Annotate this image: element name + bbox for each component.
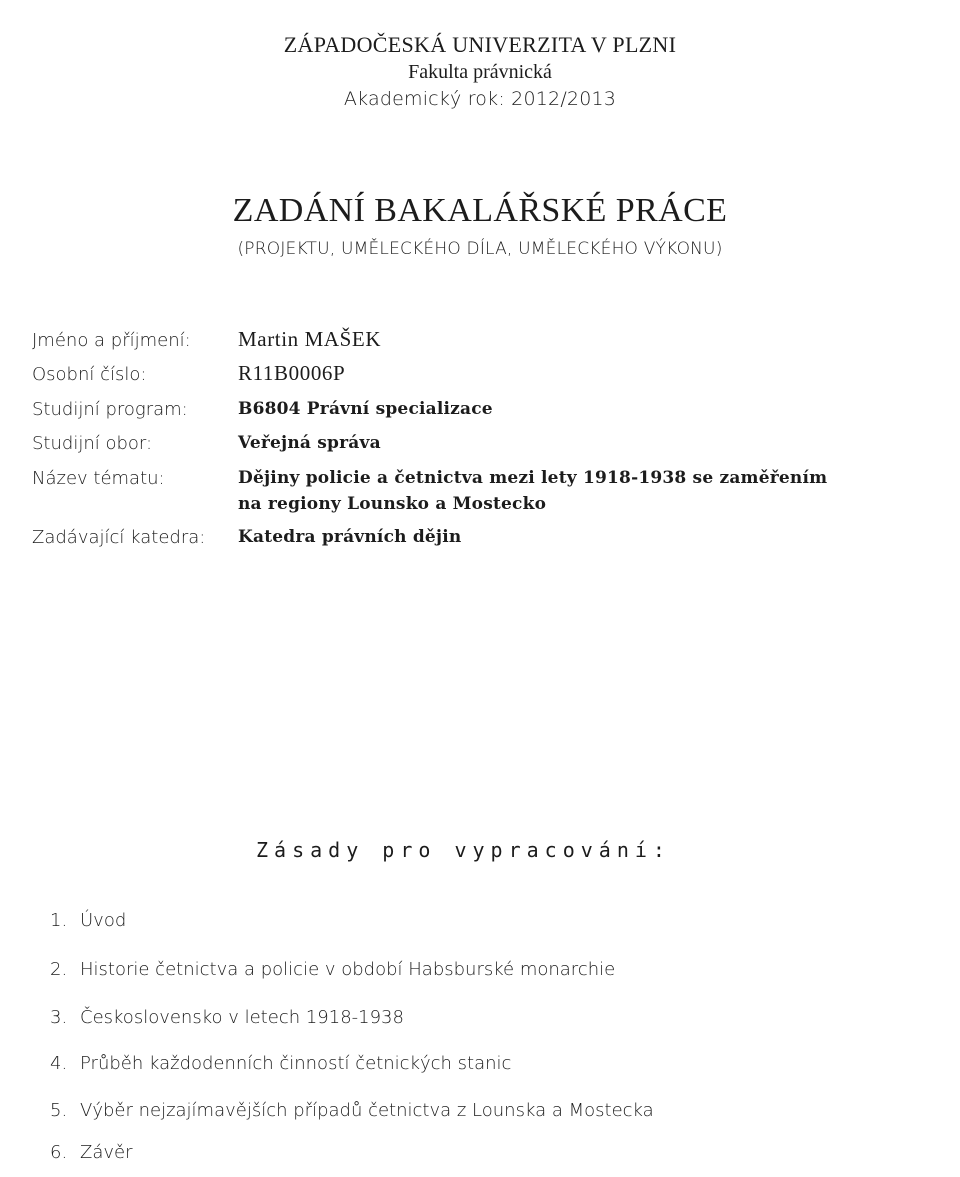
university-name: ZÁPADOČESKÁ UNIVERZITA V PLZNI: [283, 32, 677, 57]
personal-number-value: R11B0006P: [238, 361, 346, 385]
list-item-number: 6.: [50, 1142, 68, 1163]
topic-label: Název tématu:: [32, 468, 165, 489]
topic-value-line2: na regiony Lounsko a Mostecko: [238, 494, 547, 514]
personal-number-label: Osobní číslo:: [32, 364, 147, 385]
list-item-text: Průběh každodenních činností četnických stanic: [80, 1053, 512, 1074]
document-title: ZADÁNÍ BAKALÁŘSKÉ PRÁCE: [232, 192, 728, 229]
list-item-text: Výběr nejzajímavějších případů četnictva z Lounska a Mostecka: [80, 1100, 654, 1121]
list-item: [50, 910, 126, 931]
list-item: [50, 1007, 404, 1028]
program-value: B6804 Právní specializace: [238, 399, 493, 419]
list-item-text: Úvod: [80, 910, 127, 931]
field-of-study-label: Studijní obor:: [32, 433, 153, 454]
document-subtitle: (PROJEKTU, UMĚLECKÉHO DÍLA, UMĚLECKÉHO VÝKONU): [237, 239, 723, 259]
department-value: Katedra právních dějin: [238, 527, 462, 547]
list-item-number: 2.: [50, 959, 68, 980]
topic-value-line1: Dějiny policie a četnictva mezi lety 1918-1938 se zaměřením: [238, 468, 828, 488]
faculty-name: Fakulta právnická: [408, 61, 552, 83]
list-item-number: 3.: [50, 1007, 68, 1028]
list-item-number: 5.: [50, 1100, 68, 1121]
name-label: Jméno a příjmení:: [32, 330, 191, 351]
field-of-study-value: Veřejná správa: [238, 433, 381, 453]
list-item-text: Historie četnictva a policie v období Habsburské monarchie: [80, 959, 616, 980]
name-value: Martin MAŠEK: [238, 327, 382, 351]
academic-year: Akademický rok: 2012/2013: [343, 88, 617, 110]
list-item-number: 1.: [50, 910, 68, 931]
list-item-number: 4.: [50, 1053, 68, 1074]
list-item: [50, 959, 615, 980]
list-item-text: Závěr: [80, 1142, 133, 1163]
list-item-text: Československo v letech 1918-1938: [80, 1007, 404, 1028]
principles-title: Zásady pro vypracování:: [256, 838, 671, 862]
list-item: [50, 1053, 511, 1074]
department-label: Zadávající katedra:: [32, 527, 206, 548]
list-item: [50, 1142, 133, 1163]
program-label: Studijní program:: [32, 399, 188, 420]
list-item: [50, 1100, 654, 1121]
